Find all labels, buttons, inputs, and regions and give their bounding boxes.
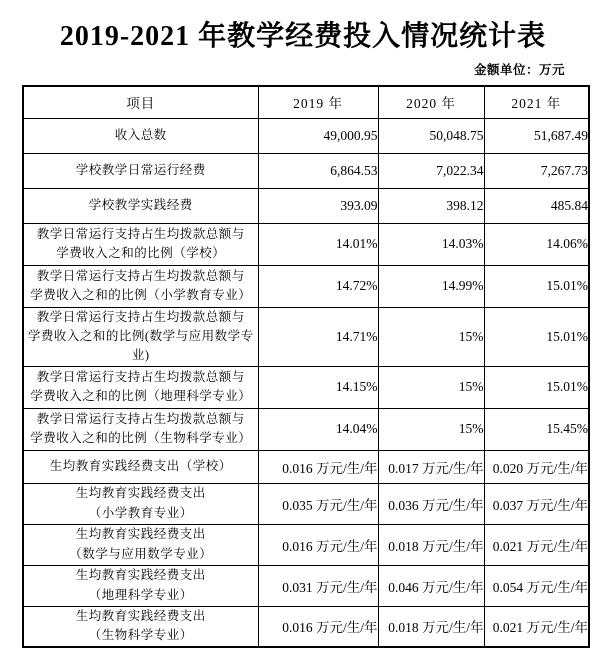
table-row (23, 565, 589, 606)
column-header-year: 2020 年 (378, 86, 484, 118)
value-cell: 14.06% (484, 223, 589, 265)
table-row (23, 118, 589, 153)
value-cell: 14.04% (258, 408, 378, 450)
value-cell: 0.016 万元/生/年 (258, 606, 378, 647)
table-row (23, 483, 589, 524)
value-cell: 0.036 万元/生/年 (378, 483, 484, 524)
table-row (23, 606, 589, 647)
table-header (23, 86, 589, 118)
value-cell: 49,000.95 (258, 118, 378, 153)
table-body (23, 118, 589, 647)
item-label-line: 生均教育实践经费支出 (75, 609, 206, 623)
item-label-line: 学校教学日常运行经费 (75, 162, 206, 177)
value-cell: 485.84 (484, 188, 589, 223)
value-cell: 0.021 万元/生/年 (484, 606, 589, 647)
item-label-line: 教学日常运行支持占生均拨款总额与 (36, 411, 245, 426)
value-cell: 50,048.75 (378, 118, 484, 153)
value-cell: 0.035 万元/生/年 (258, 483, 378, 524)
item-label-cell (23, 483, 258, 524)
item-label-line: 教学日常运行支持占生均拨款总额与 (36, 309, 245, 324)
item-label-cell (23, 606, 258, 647)
item-label-line: （生物科学专业） (88, 628, 193, 643)
table-row (23, 366, 589, 408)
value-cell: 14.99% (378, 265, 484, 307)
item-label-line: （数学与应用数学专业） (69, 546, 213, 561)
value-cell: 0.016 万元/生/年 (258, 524, 378, 565)
item-label-line: 学费收入之和的比例（生物科学专业） (30, 431, 252, 446)
column-header-item: 项目 (23, 86, 258, 118)
table-row (23, 153, 589, 188)
item-label-line: 学费收入之和的比例（小学教育专业） (30, 288, 252, 302)
item-label-cell (23, 565, 258, 606)
value-cell: 15.45% (484, 408, 589, 450)
statistics-table (22, 85, 590, 648)
table-row (23, 408, 589, 450)
value-cell: 0.031 万元/生/年 (258, 565, 378, 606)
table-row (23, 450, 589, 483)
page-title: 2019-2021 年教学经费投入情况统计表 (59, 21, 547, 52)
item-label-line: 教学日常运行支持占生均拨款总额与 (36, 268, 245, 283)
item-label-line: 教学日常运行支持占生均拨款总额与 (36, 369, 245, 384)
item-label-line: 学费收入之和的比例(数学与应用数学专业) (27, 328, 254, 363)
amount-unit-note: 金额单位：万元 (473, 63, 565, 77)
value-cell: 393.09 (258, 188, 378, 223)
item-label-line: 生均教育实践经费支出（学校） (49, 458, 232, 473)
value-cell: 14.03% (378, 223, 484, 265)
item-label-line: 学费收入之和的比例（地理科学专业） (30, 389, 252, 404)
item-label-cell (23, 223, 258, 265)
item-label-line: （地理科学专业） (88, 587, 193, 602)
item-label-cell (23, 366, 258, 408)
value-cell: 14.72% (258, 265, 378, 307)
value-cell: 7,022.34 (378, 153, 484, 188)
item-label-line: （小学教育专业） (88, 505, 193, 520)
item-label-line: 学费收入之和的比例（学校） (56, 246, 226, 260)
table-row (23, 524, 589, 565)
header-row (23, 86, 589, 118)
item-label-cell (23, 188, 258, 223)
value-cell: 15.01% (484, 265, 589, 307)
item-label-line: 学校教学实践经费 (88, 197, 193, 212)
value-cell: 398.12 (378, 188, 484, 223)
item-label-line: 生均教育实践经费支出 (75, 527, 206, 542)
item-label-cell (23, 265, 258, 307)
item-label-line: 生均教育实践经费支出 (75, 486, 206, 501)
value-cell: 7,267.73 (484, 153, 589, 188)
value-cell: 51,687.49 (484, 118, 589, 153)
value-cell: 14.71% (258, 307, 378, 366)
table-row (23, 265, 589, 307)
item-label-cell (23, 118, 258, 153)
column-header-year: 2019 年 (258, 86, 378, 118)
item-label-cell (23, 307, 258, 366)
value-cell: 14.15% (258, 366, 378, 408)
item-label-cell (23, 153, 258, 188)
table-row (23, 307, 589, 366)
value-cell: 15% (378, 307, 484, 366)
item-label-cell (23, 408, 258, 450)
value-cell: 0.016 万元/生/年 (258, 450, 378, 483)
value-cell: 0.020 万元/生/年 (484, 450, 589, 483)
value-cell: 0.037 万元/生/年 (484, 483, 589, 524)
item-label-cell (23, 450, 258, 483)
value-cell: 0.018 万元/生/年 (378, 524, 484, 565)
value-cell: 14.01% (258, 223, 378, 265)
table-row (23, 223, 589, 265)
item-label-line: 教学日常运行支持占生均拨款总额与 (36, 226, 245, 241)
value-cell: 6,864.53 (258, 153, 378, 188)
value-cell: 0.017 万元/生/年 (378, 450, 484, 483)
value-cell: 0.018 万元/生/年 (378, 606, 484, 647)
value-cell: 0.021 万元/生/年 (484, 524, 589, 565)
item-label-line: 收入总数 (114, 127, 167, 142)
value-cell: 15.01% (484, 366, 589, 408)
table-row (23, 188, 589, 223)
value-cell: 15.01% (484, 307, 589, 366)
value-cell: 15% (378, 366, 484, 408)
item-label-cell (23, 524, 258, 565)
item-label-line: 生均教育实践经费支出 (75, 568, 206, 583)
value-cell: 0.054 万元/生/年 (484, 565, 589, 606)
value-cell: 15% (378, 408, 484, 450)
column-header-year: 2021 年 (484, 86, 589, 118)
value-cell: 0.046 万元/生/年 (378, 565, 484, 606)
